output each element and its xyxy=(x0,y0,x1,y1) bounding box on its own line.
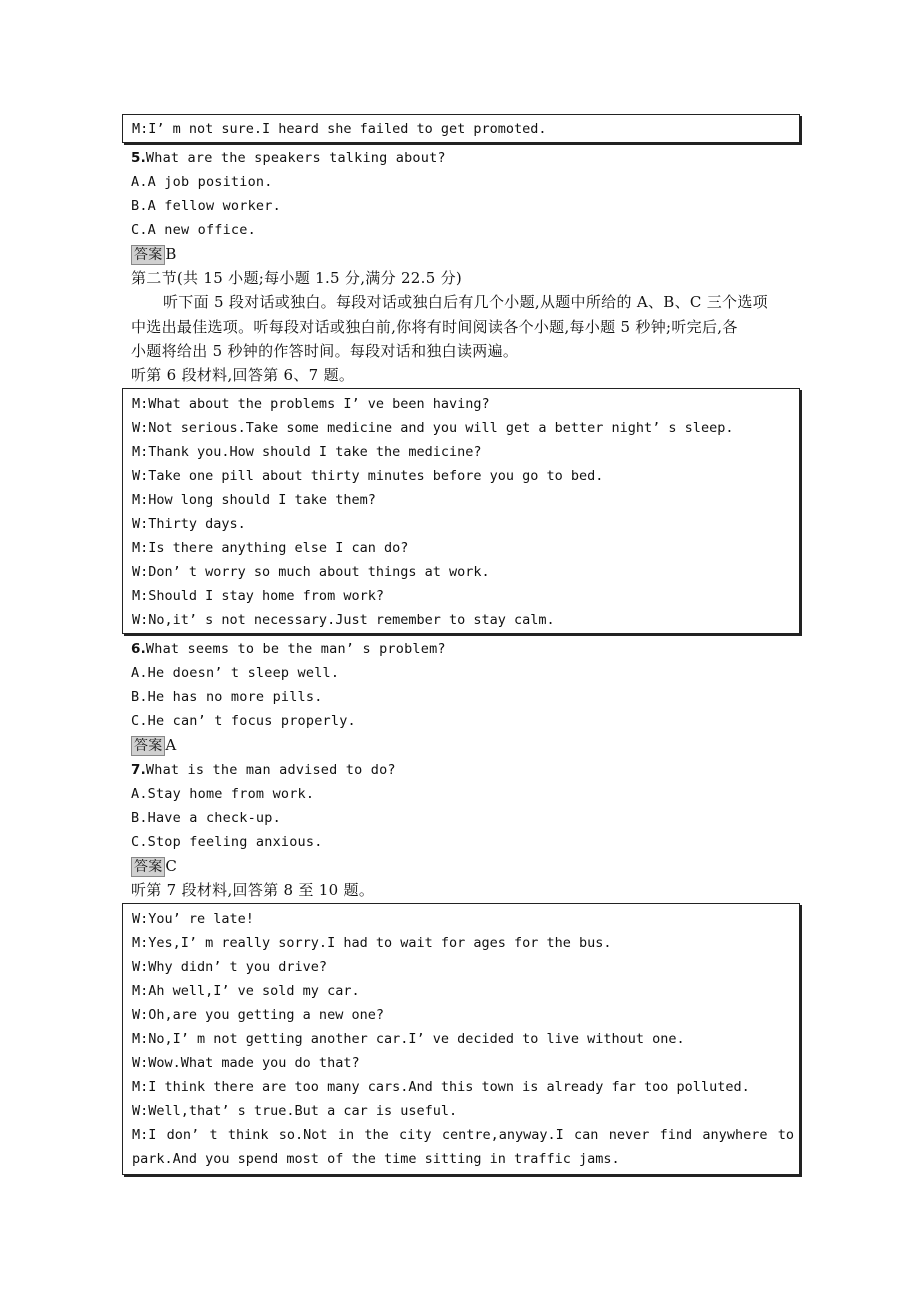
q6-option-a: A.He doesn’ t sleep well. xyxy=(131,665,340,681)
dialogue-box-top xyxy=(122,114,800,143)
q5-option-a: A.A job position. xyxy=(131,174,273,190)
answer-label: 答案 xyxy=(131,857,165,877)
q6-option-c: C.He can’ t focus properly. xyxy=(131,713,356,729)
dialogue-line: M:Thank you.How should I take the medicine? xyxy=(132,444,482,460)
question-number: 5. xyxy=(131,150,146,166)
q7-option-a: A.Stay home from work. xyxy=(131,786,315,802)
answer-value: C xyxy=(165,857,178,875)
dialogue-line: W:Why didn’ t you drive? xyxy=(132,959,328,975)
dialogue-line: W:Take one pill about thirty minutes before you go to bed. xyxy=(132,468,604,484)
q7-option-c: C.Stop feeling anxious. xyxy=(131,834,323,850)
dialogue-line: M:I think there are too many cars.And this town is already far too polluted. xyxy=(132,1079,750,1095)
material-6-intro: 听第 6 段材料,回答第 6、7 题。 xyxy=(131,366,355,384)
dialogue-line: M:I’ m not sure.I heard she failed to get promoted. xyxy=(132,121,547,137)
dialogue-line: M:Ah well,I’ ve sold my car. xyxy=(132,983,360,999)
q6-option-b: B.He has no more pills. xyxy=(131,689,323,705)
question-stem: What is the man advised to do? xyxy=(145,762,396,778)
dialogue-line: W:Wow.What made you do that? xyxy=(132,1055,360,1071)
q7-answer xyxy=(131,854,801,878)
dialogue-line: M:Should I stay home from work? xyxy=(132,588,384,604)
question-stem: What are the speakers talking about? xyxy=(145,150,446,166)
dialogue-line: W:No,it’ s not necessary.Just remember to stay calm. xyxy=(132,612,555,628)
question-6 xyxy=(131,637,801,661)
instruction-line: 中选出最佳选项。听每段对话或独白前,你将有时间阅读各个小题,每小题 5 秒钟;听完后,各 xyxy=(131,318,738,336)
dialogue-line: W:Thirty days. xyxy=(132,516,246,532)
dialogue-box-material-6 xyxy=(122,388,800,634)
dialogue-line: M:Yes,I’ m really sorry.I had to wait for ages for the bus. xyxy=(132,935,612,951)
dialogue-line: W:Not serious.Take some medicine and you will get a better night’ s sleep. xyxy=(132,420,734,436)
q6-answer xyxy=(131,733,801,757)
dialogue-line: M:No,I’ m not getting another car.I’ ve decided to live without one. xyxy=(132,1031,685,1047)
dialogue-line: M:What about the problems I’ ve been having? xyxy=(132,396,490,412)
instruction-line: 听下面 5 段对话或独白。每段对话或独白后有几个小题,从题中所给的 A、B、C 三个选项 xyxy=(163,293,768,311)
dialogue-line: M:I don’ t think so.Not in the city centre,anyway.I can never find anywhere to park.And you spend most of the time sitting in traffic jams. xyxy=(132,1127,794,1167)
dialogue-line: M:How long should I take them? xyxy=(132,492,376,508)
q5-option-c: C.A new office. xyxy=(131,222,256,238)
answer-label: 答案 xyxy=(131,736,165,756)
question-number: 7. xyxy=(131,762,146,778)
answer-label: 答案 xyxy=(131,245,165,265)
dialogue-line: W:Don’ t worry so much about things at work. xyxy=(132,564,490,580)
material-7-intro: 听第 7 段材料,回答第 8 至 10 题。 xyxy=(131,881,375,899)
answer-value: A xyxy=(165,736,177,754)
q7-option-b: B.Have a check-up. xyxy=(131,810,281,826)
dialogue-line: W:Well,that’ s true.But a car is useful. xyxy=(132,1103,458,1119)
q5-answer xyxy=(131,242,801,266)
answer-value: B xyxy=(165,245,177,263)
question-number: 6. xyxy=(131,641,146,657)
question-5 xyxy=(131,146,801,170)
q5-option-b: B.A fellow worker. xyxy=(131,198,281,214)
dialogue-line: W:You’ re late! xyxy=(132,911,254,927)
dialogue-line: M:Is there anything else I can do? xyxy=(132,540,409,556)
question-7 xyxy=(131,758,801,782)
section-heading: 第二节(共 15 小题;每小题 1.5 分,满分 22.5 分) xyxy=(131,269,463,287)
dialogue-line: W:Oh,are you getting a new one? xyxy=(132,1007,384,1023)
dialogue-box-material-7 xyxy=(122,903,800,1175)
instruction-line: 小题将给出 5 秒钟的作答时间。每段对话和独白读两遍。 xyxy=(131,342,519,360)
question-stem: What seems to be the man’ s problem? xyxy=(145,641,446,657)
